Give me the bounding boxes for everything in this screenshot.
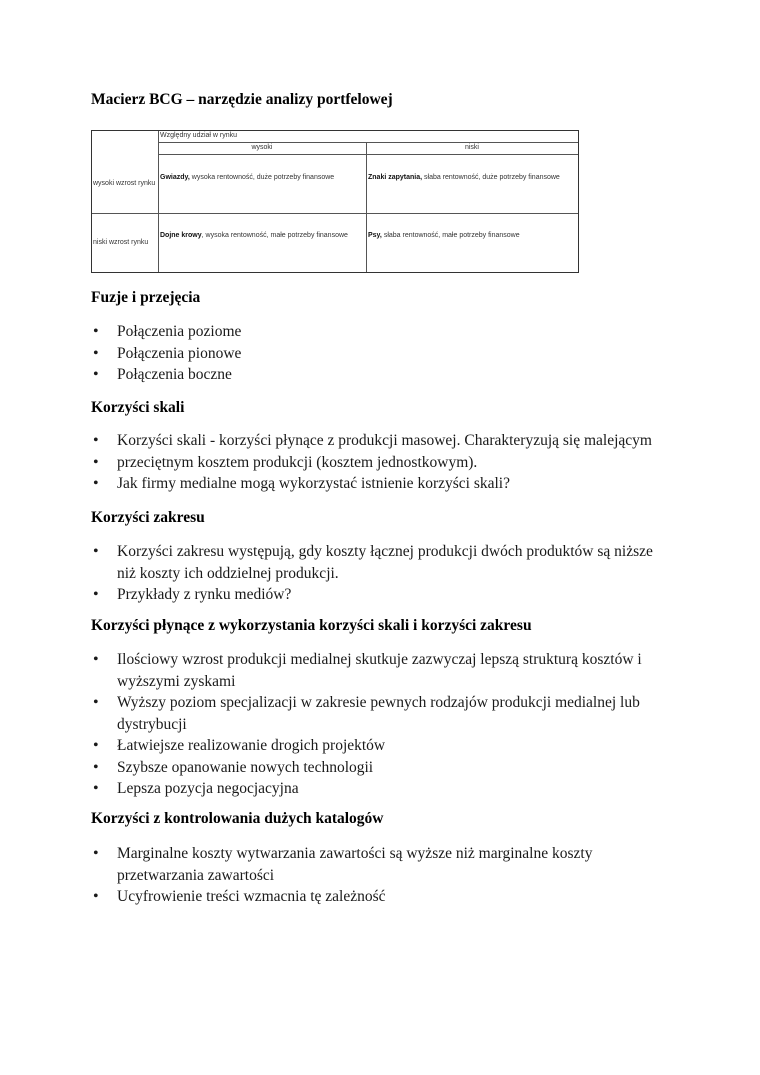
question-marks-cell: Znaki zapytania, słaba rentowność, duże potrzeby finansowe [368, 174, 560, 181]
cash-cows-cell: Dojne krowy, wysoka rentowność, małe potrzeby finansowe [160, 232, 348, 239]
page-title: Macierz BCG – narzędzie analizy portfelowej [91, 91, 393, 108]
list-item: • Ilościowy wzrost produkcji medialnej skutkuje zazwyczaj lepszą strukturą kosztów i wyższymi zyskami [91, 649, 676, 692]
list-item: • Przykłady z rynku mediów? [91, 584, 666, 606]
catalogs-list [91, 843, 631, 908]
list-item: • Połączenia boczne [91, 364, 671, 386]
section-heading-economies-of-scale: Korzyści skali [91, 399, 185, 416]
list-item: • Jak firmy medialne mogą wykorzystać istnienie korzyści skali? [91, 473, 691, 495]
list-item: • Marginalne koszty wytwarzania zawartości są wyższe niż marginalne koszty przetwarzania zawartości [91, 843, 631, 886]
list-item: • Wyższy poziom specjalizacji w zakresie pewnych rodzajów produkcji medialnej lub dystrybucji [91, 692, 676, 735]
economies-of-scope-list [91, 541, 666, 606]
row-low-growth-label: niski wzrost rynku [93, 239, 149, 246]
list-item: • Ucyfrowienie treści wzmacnia tę zależność [91, 886, 631, 908]
benefits-list [91, 649, 676, 800]
list-item: • Lepsza pozycja negocjacyjna [91, 778, 676, 800]
column-low-label: niski [464, 144, 479, 151]
list-item: • Połączenia pionowe [91, 343, 671, 365]
list-item: • Szybsze opanowanie nowych technologii [91, 757, 676, 779]
mergers-list [91, 321, 671, 386]
bcg-matrix-table [91, 130, 579, 273]
dogs-cell: Psy, słaba rentowność, małe potrzeby finansowe [368, 232, 520, 239]
list-item: • Korzyści zakresu występują, gdy koszty łącznej produkcji dwóch produktów są niższe niż koszty ich oddzielnej produkcji. [91, 541, 666, 584]
column-high-label: wysoki [251, 144, 273, 151]
list-item: • Łatwiejsze realizowanie drogich projektów [91, 735, 676, 757]
section-heading-mergers: Fuzje i przejęcia [91, 289, 201, 306]
economies-of-scale-list [91, 430, 691, 495]
list-item: • Korzyści skali - korzyści płynące z produkcji masowej. Charakteryzują się malejącym [91, 430, 691, 452]
relative-market-share-header: Względny udział w rynku [160, 132, 238, 139]
stars-cell: Gwiazdy, wysoka rentowność, duże potrzeby finansowe [160, 174, 335, 181]
section-heading-economies-of-scope: Korzyści zakresu [91, 509, 205, 526]
list-item: • przeciętnym kosztem produkcji (kosztem jednostkowym). [91, 452, 691, 474]
row-high-growth-label: wysoki wzrost rynku [93, 180, 156, 187]
section-heading-benefits: Korzyści płynące z wykorzystania korzyści skali i korzyści zakresu [91, 617, 532, 634]
list-item: • Połączenia poziome [91, 321, 671, 343]
section-heading-catalogs: Korzyści z kontrolowania dużych katalogów [91, 810, 384, 827]
